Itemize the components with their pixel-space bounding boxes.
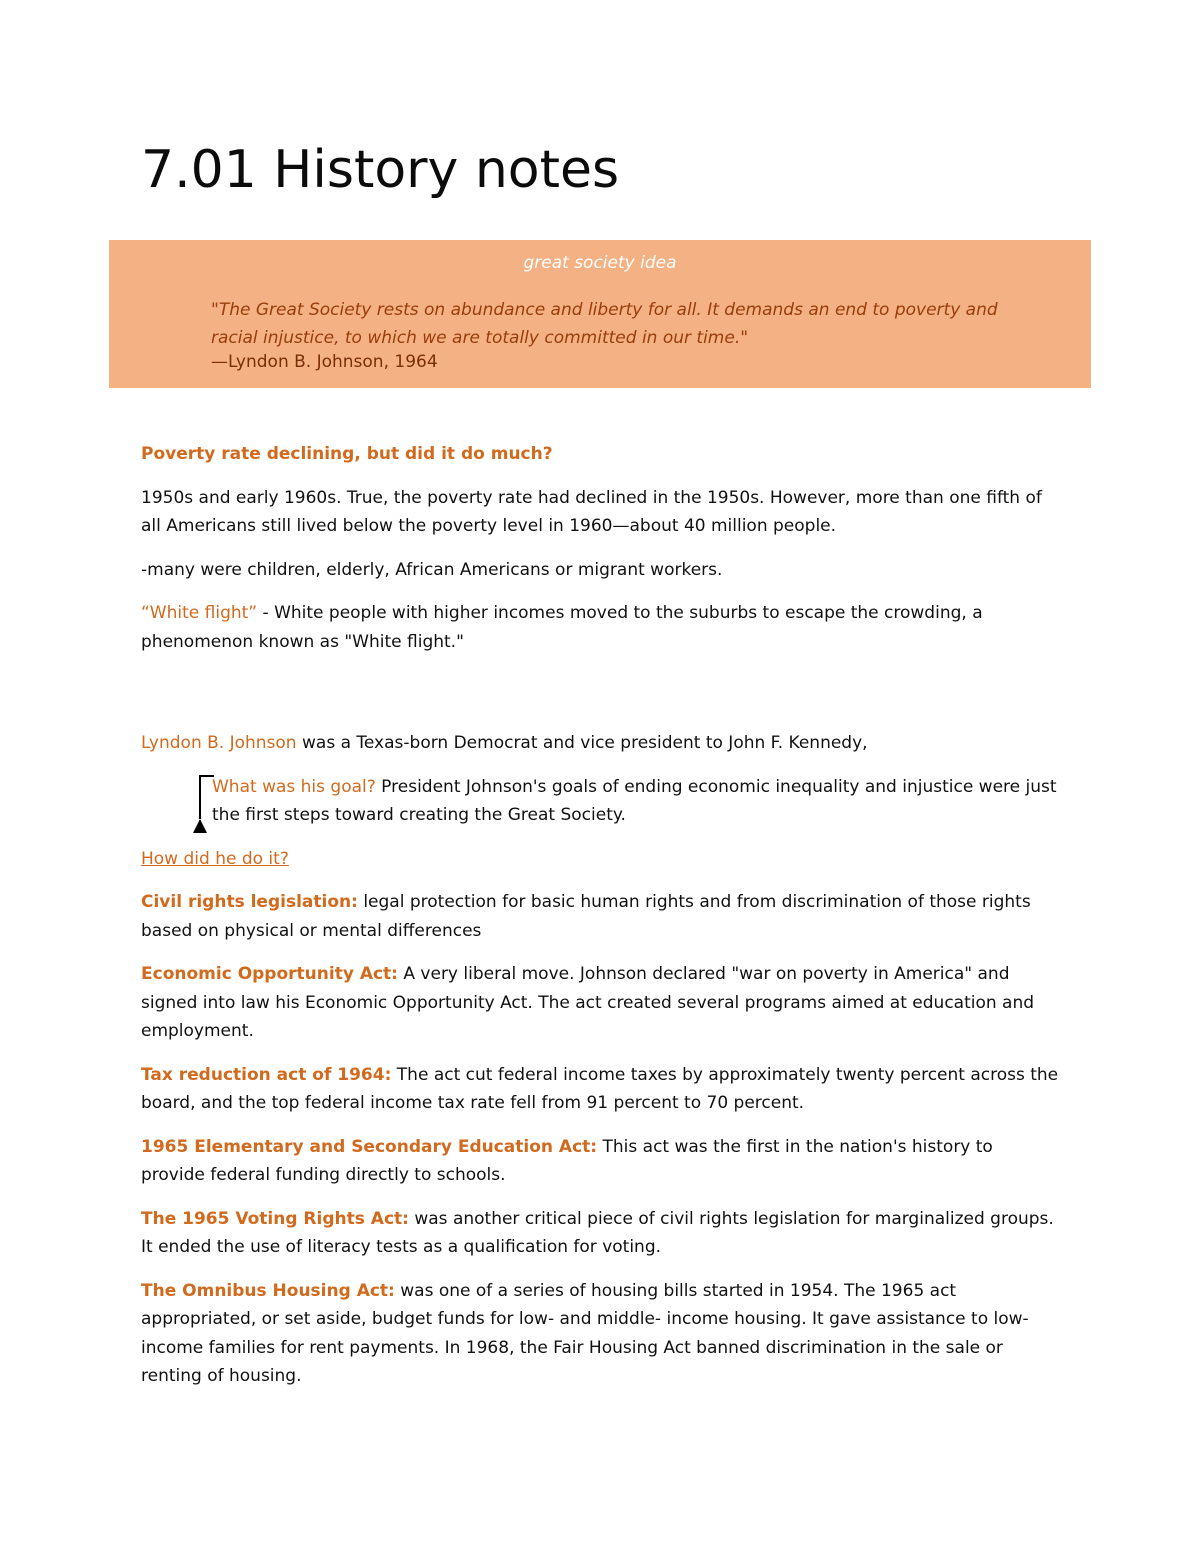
white-flight-term: “White flight” [141,603,258,623]
quote-callout [109,240,1091,388]
act-term: 1965 Elementary and Secondary Education Act: [141,1136,598,1157]
act-civil-rights [141,888,1061,945]
callout-quote: "The Great Society rests on abundance and liberty for all. It demands an end to poverty and racial injustice, to which we are totally committed in our time." [211,300,998,348]
act-term: Civil rights legislation: [141,892,358,912]
act-text: was one of a series of housing bills started in 1954. The 1965 act appropriated, or set aside, budget funds for low- and middle- income housing. It gave assistance to low-income families for rent payments. In 1968, the Fair Housing Act banned discrimination in the sale or renting of housing. [141,1280,1029,1386]
act-text: The act cut federal income taxes by approximately twenty percent across the board, and the top federal income tax rate fell from 91 percent to 70 percent. [141,1064,1059,1113]
goal-answer: President Johnson's goals of ending economic inequality and injustice were just the first steps toward creating the Great Society. [212,776,1057,825]
goal-question: What was his goal? [212,776,376,797]
johnson-intro [141,729,1061,758]
white-flight-text: - White people with higher incomes moved to the suburbs to escape the crowding, a phenomenon known as "White flight." [141,603,983,652]
poverty-groups: -many were children, elderly, African Americans or migrant workers. [141,559,723,580]
act-voting-rights [141,1205,1061,1262]
act-text: This act was the first in the nation's history to provide federal funding directly to schools. [141,1136,993,1185]
how-question-line [141,845,1061,874]
white-flight-paragraph [141,599,1061,656]
act-term: Economic Opportunity Act: [141,964,398,984]
johnson-intro-text: was a Texas-born Democrat and vice president to John F. Kennedy, [296,733,868,753]
johnson-name: Lyndon B. Johnson [141,733,297,753]
act-omnibus-housing [141,1277,1061,1391]
poverty-heading: Poverty rate declining, but did it do much? [141,444,553,464]
how-question: How did he do it? [141,848,289,869]
act-text: was another critical piece of civil rights legislation for marginalized groups. It ended the use of literacy tests as a qualification for voting. [141,1208,1054,1257]
callout-attribution: —Lyndon B. Johnson, 1964 [211,352,438,372]
goal-paragraph [141,773,1061,830]
act-text: A very liberal move. Johnson declared "war on poverty in America" and signed into law his Economic Opportunity Act. The act created several programs aimed at education and employment. [141,964,1035,1041]
act-text: legal protection for basic human rights and from discrimination of those rights based on physical or mental differences [141,892,1031,941]
act-tax-reduction [141,1061,1061,1118]
act-term: Tax reduction act of 1964: [141,1064,392,1085]
callout-heading: great society idea [523,253,677,273]
act-economic-opportunity [141,960,1061,1046]
notes-body [141,440,1061,1406]
act-term: The Omnibus Housing Act: [141,1280,395,1301]
act-education [141,1133,1061,1190]
act-term: The 1965 Voting Rights Act: [141,1208,409,1229]
page-title: 7.01 History notes [141,140,620,200]
poverty-paragraph: 1950s and early 1960s. True, the poverty rate had declined in the 1950s. However, more than one fifth of all Americans still lived below the poverty level in 1960—about 40 million people. [141,487,1042,536]
